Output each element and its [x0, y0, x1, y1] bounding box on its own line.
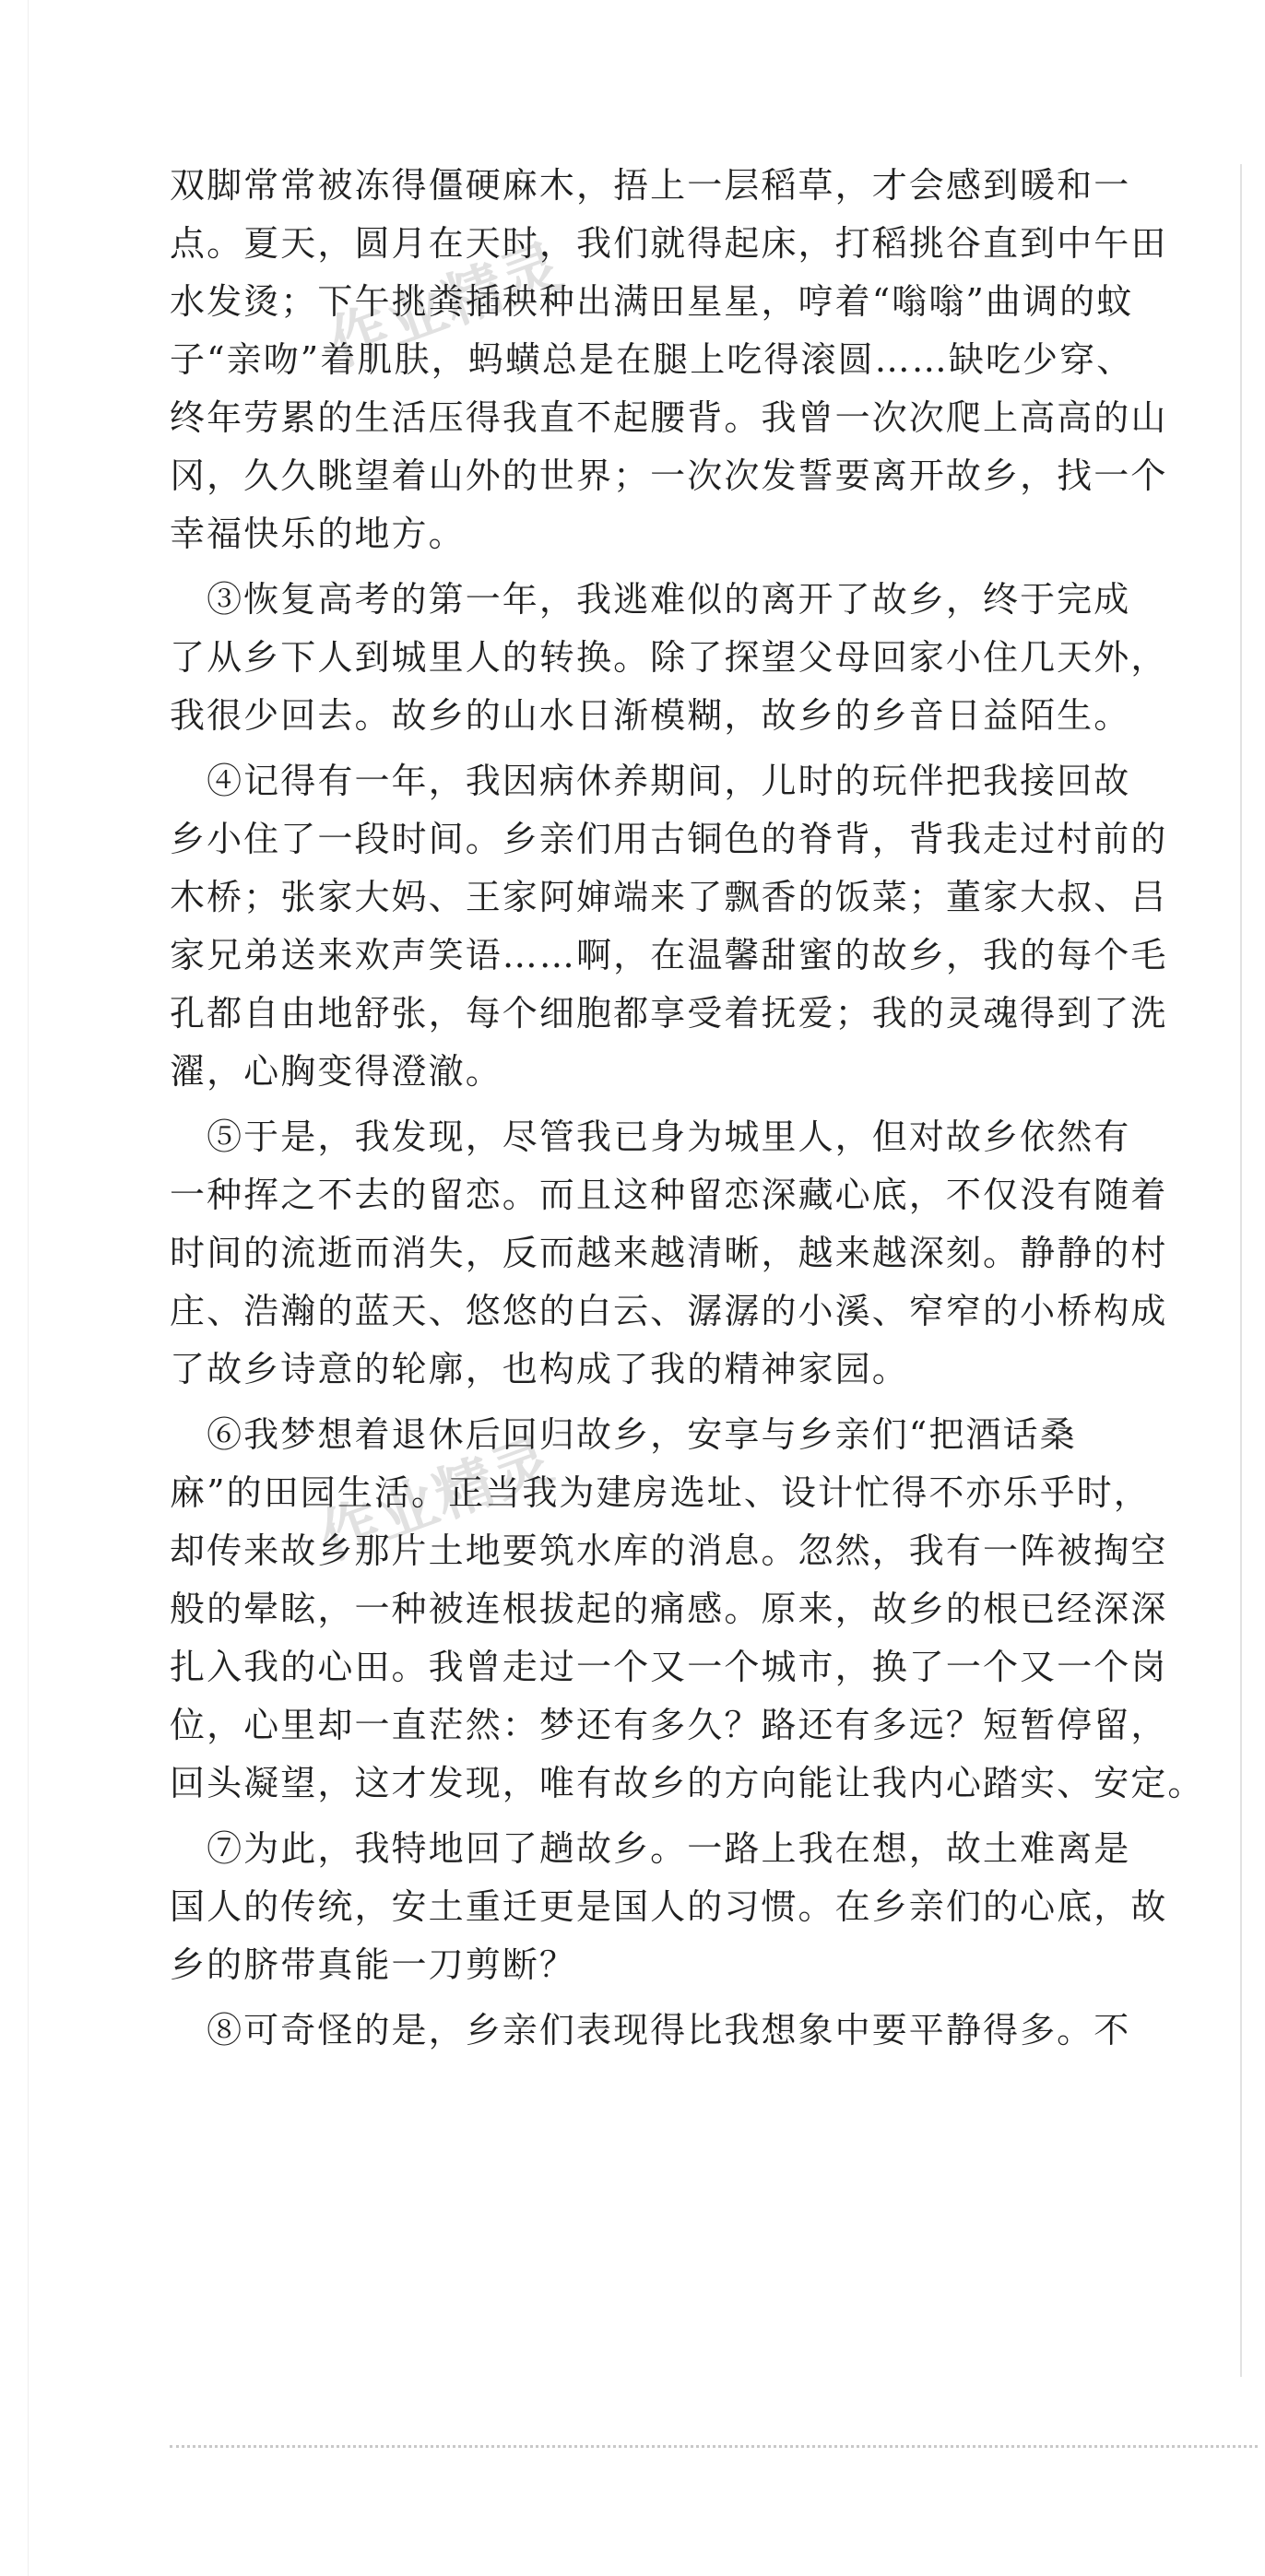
text-line: ⑧可奇怪的是，乡亲们表现得比我想象中要平静得多。不 [170, 2010, 1131, 2050]
text-line: 孔都自由地舒张，每个细胞都享受着抚爱；我的灵魂得到了洗 [170, 993, 1168, 1034]
text-line: 终年劳累的生活压得我直不起腰背。我曾一次次爬上高高的山 [170, 397, 1168, 438]
left-margin-line [28, 0, 29, 2576]
paragraph-p2-continued [170, 157, 1189, 563]
paragraph-p7 [170, 1820, 1189, 1994]
text-line: 点。夏天，圆月在天时，我们就得起床，打稻挑谷直到中午田 [170, 223, 1168, 264]
paragraph-p4 [170, 752, 1189, 1101]
text-line: 乡小住了一段时间。乡亲们用古铜色的脊背，背我走过村前的 [170, 819, 1168, 859]
paragraph-p3 [170, 571, 1189, 745]
text-line: ⑤于是，我发现，尽管我已身为城里人，但对故乡依然有 [170, 1117, 1131, 1157]
text-line: 位，心里却一直茫然：梦还有多久？路还有多远？短暂停留， [170, 1705, 1168, 1745]
text-line: 水发烫；下午挑粪插秧种出满田星星，哼着“嗡嗡”曲调的蚊 [170, 281, 1134, 322]
text-line: 国人的传统，安土重迁更是国人的习惯。在乡亲们的心底，故 [170, 1886, 1168, 1927]
text-line: 双脚常常被冻得僵硬麻木，捂上一层稻草，才会感到暖和一 [170, 165, 1131, 206]
article-body [170, 157, 1205, 2067]
paragraph-p6 [170, 1406, 1205, 1813]
text-line: 了从乡下人到城里人的转换。除了探望父母回家小住几天外， [170, 637, 1168, 678]
right-margin-line [1240, 164, 1242, 2377]
paragraph-p8 [170, 2002, 1189, 2060]
text-line: 幸福快乐的地方。 [170, 514, 466, 554]
text-line: ⑥我梦想着退休后回归故乡，安享与乡亲们“把酒话桑 [170, 1414, 1077, 1455]
text-line: 濯，心胸变得澄澈。 [170, 1051, 502, 1092]
text-line: 乡的脐带真能一刀剪断？ [170, 1944, 576, 1985]
watermark-top: 作业精灵 [320, 231, 573, 380]
text-line: 家兄弟送来欢声笑语……啊，在温馨甜蜜的故乡，我的每个毛 [170, 935, 1168, 975]
text-line: 冈，久久眺望着山外的世界；一次次发誓要离开故乡，找一个 [170, 455, 1168, 496]
text-line: 回头凝望，这才发现，唯有故乡的方向能让我内心踏实、安定。 [170, 1763, 1205, 1803]
text-line: ④记得有一年，我因病休养期间，儿时的玩伴把我接回故 [170, 761, 1131, 801]
text-line: 扎入我的心田。我曾走过一个又一个城市，换了一个又一个岗 [170, 1647, 1168, 1687]
text-line: ⑦为此，我特地回了趟故乡。一路上我在想，故土难离是 [170, 1828, 1131, 1869]
text-line: 一种挥之不去的留恋。而且这种留恋深藏心底，不仅没有随着 [170, 1175, 1168, 1215]
text-line: 麻”的田园生活。正当我为建房选址、设计忙得不亦乐乎时， [170, 1472, 1151, 1513]
text-line: 般的晕眩，一种被连根拔起的痛感。原来，故乡的根已经深深 [170, 1589, 1168, 1629]
text-line: 子“亲吻”着肌肤，蚂蟥总是在腿上吃得滚圆……缺吃少穿、 [170, 339, 1134, 380]
paragraph-p5 [170, 1108, 1189, 1399]
text-line: 庄、浩瀚的蓝天、悠悠的白云、潺潺的小溪、窄窄的小桥构成 [170, 1291, 1168, 1331]
page-footer-divider [170, 2445, 1258, 2448]
text-line: 却传来故乡那片土地要筑水库的消息。忽然，我有一阵被掏空 [170, 1530, 1168, 1571]
watermark-middle: 作业精灵 [311, 1425, 563, 1574]
text-line: ③恢复高考的第一年，我逃难似的离开了故乡，终于完成 [170, 579, 1131, 620]
text-line: 木桥；张家大妈、王家阿婶端来了飘香的饭菜；董家大叔、吕 [170, 877, 1168, 917]
text-line: 了故乡诗意的轮廓，也构成了我的精神家园。 [170, 1349, 909, 1389]
text-line: 时间的流逝而消失，反而越来越清晰，越来越深刻。静静的村 [170, 1233, 1168, 1273]
text-line: 我很少回去。故乡的山水日渐模糊，故乡的乡音日益陌生。 [170, 695, 1131, 736]
